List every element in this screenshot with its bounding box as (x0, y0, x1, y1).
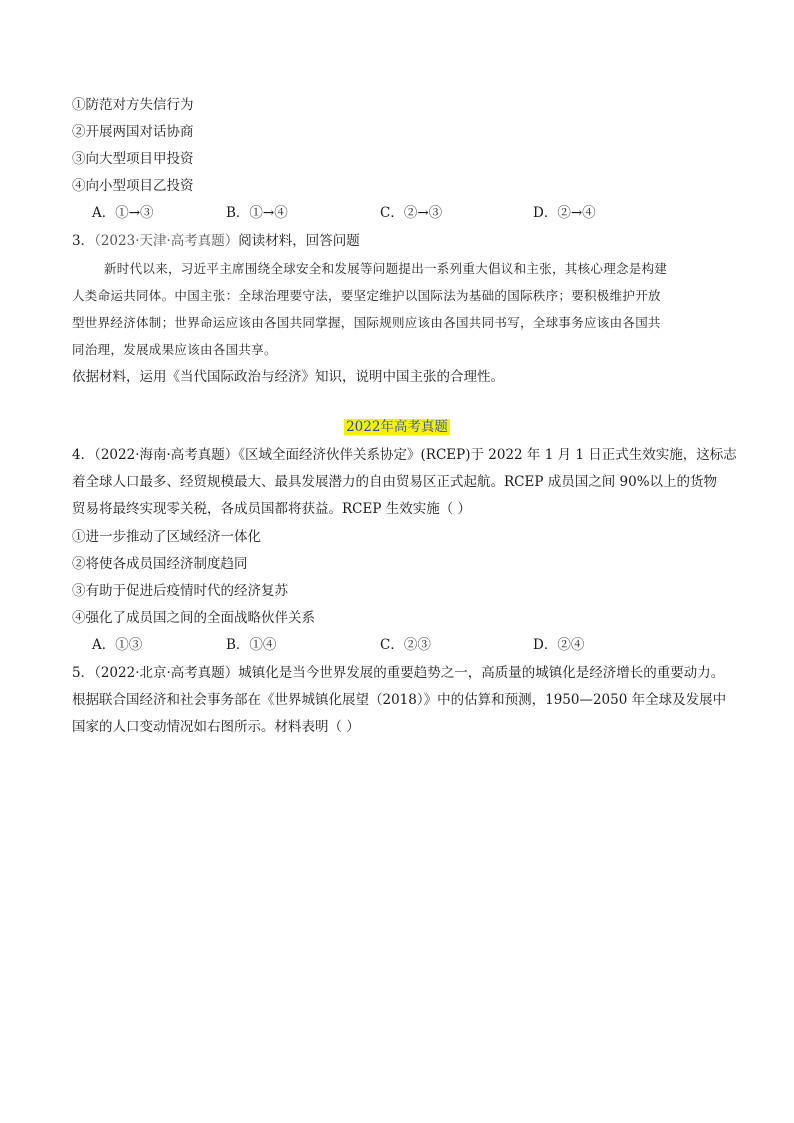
q2-option-b: B．①→④ (226, 205, 288, 221)
q3-material-line-3: 型世界经济体制；世界命运应该由各国共同掌握，国际规则应该由各国共同书写，全球事务应该由各国共 (72, 315, 661, 330)
q5-stem-line-2: 根据联合国经济和社会事务部在《世界城镇化展望（2018）》中的估算和预测，1950—2050 年全球及发展中 (72, 692, 727, 708)
q4-item-2: ②将使各成员国经济制度趋同 (72, 556, 248, 572)
q2-option-a: A．①→③ (92, 205, 154, 221)
q2-option-d: D．②→④ (533, 205, 596, 221)
q5-stem-line-3: 国家的人口变动情况如右图所示。材料表明（ ） (72, 719, 360, 735)
q3-source: （2023·天津·高考真题） (94, 233, 239, 249)
q3-header (72, 232, 360, 250)
q4-option-c: C．②③ (380, 637, 431, 653)
q4-stem-line-1: 4．（2022·海南·高考真题）《区域全面经济伙伴关系协定》(RCEP)于 2022 年 1 月 1 日正式生效实施，这标志 (72, 447, 737, 463)
q2-item-2: ②开展两国对话协商 (72, 124, 194, 140)
q2-item-1: ①防范对方失信行为 (72, 97, 194, 113)
q3-material-line-4: 同治理，发展成果应该由各国共享。 (72, 342, 277, 357)
q4-item-4: ④强化了成员国之间的全面战略伙伴关系 (72, 610, 315, 626)
section-title-text: 2022年高考真题 (346, 419, 448, 435)
q3-number: 3． (72, 233, 95, 249)
q2-item-4: ④向小型项目乙投资 (72, 178, 194, 194)
q3-material-line-1: 新时代以来，习近平主席围绕全球安全和发展等问题提出一系列重大倡议和主张，其核心理念是构建 (104, 261, 668, 276)
q4-option-b: B．①④ (226, 637, 277, 653)
q3-material-line-2: 人类命运共同体。中国主张：全球治理要守法，要坚定维护以国际法为基础的国际秩序；要积极维护开放 (72, 288, 661, 303)
q2-item-3: ③向大型项目甲投资 (72, 151, 194, 167)
q3-stem: 阅读材料，回答问题 (238, 233, 360, 249)
q4-item-3: ③有助于促进后疫情时代的经济复苏 (72, 583, 288, 599)
q4-stem-line-2: 着全球人口最多、经贸规模最大、最具发展潜力的自由贸易区正式起航。RCEP 成员国之间 90%以上的货物 (72, 474, 718, 490)
q3-question: 依据材料，运用《当代国际政治与经济》知识，说明中国主张的合理性。 (72, 369, 504, 385)
q4-item-1: ①进一步推动了区域经济一体化 (72, 529, 261, 545)
q4-option-d: D．②④ (533, 637, 585, 653)
q2-option-c: C．②→③ (380, 205, 443, 221)
q4-stem-line-3: 贸易将最终实现零关税，各成员国都将获益。RCEP 生效实施（ ） (72, 501, 472, 517)
q5-stem-line-1: 5．（2022·北京·高考真题）城镇化是当今世界发展的重要趋势之一，高质量的城镇化是经济增长的重要动力。 (72, 665, 725, 681)
q4-option-a: A．①③ (92, 637, 143, 653)
section-title (0, 418, 794, 436)
